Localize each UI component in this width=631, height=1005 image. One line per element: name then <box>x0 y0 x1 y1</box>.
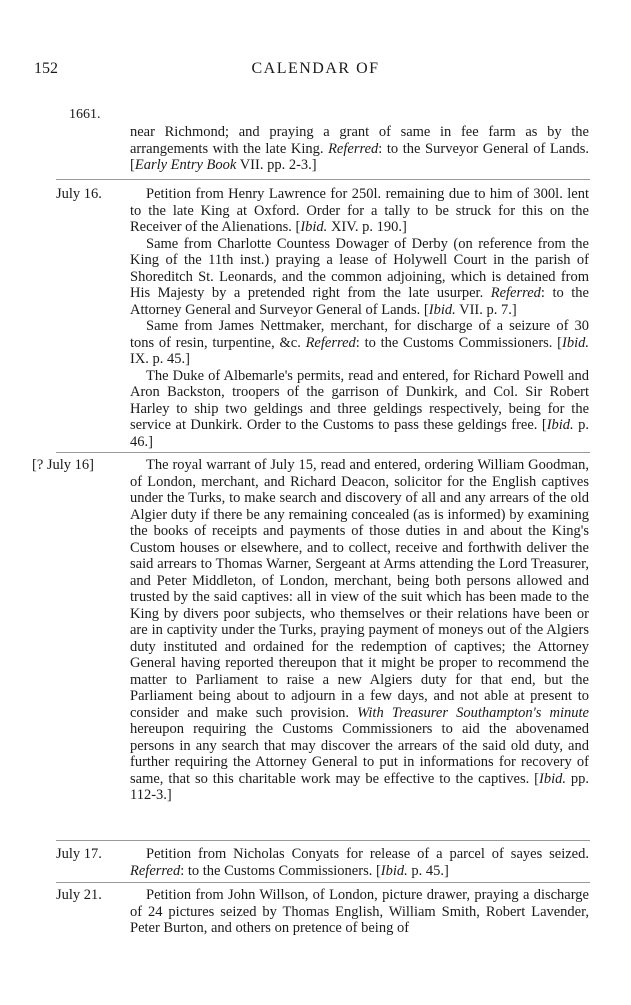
entry-text <box>130 124 589 174</box>
entry-text <box>130 186 589 450</box>
entry-date: July 17. <box>56 846 102 862</box>
entry-paragraph: near Richmond; and praying a grant of same in fee farm as by the arrangements with the late King. Referred: to the Surveyor General of Lands. [Early Entry Book VII. pp. 2-3.] <box>130 124 589 173</box>
entry-paragraph: Same from James Nettmaker, merchant, for discharge of a seizure of 30 tons of resin, turpentine, &c. Referred: to the Customs Commissioners. [Ibid. IX. p. 45.] <box>130 318 589 367</box>
entry-paragraph: Petition from Henry Lawrence for 250l. remaining due to him of 300l. lent to the late King at Oxford. Order for a tally to be struck for this on the Receiver of the Alienations. [Ibid. XIV. p. 190.] <box>130 186 589 235</box>
entry-paragraph: Petition from Nicholas Conyats for release of a parcel of sayes seized. Referred: to the Customs Commissioners. [Ibid. p. 45.] <box>130 846 589 879</box>
entry-paragraph: The royal warrant of July 15, read and entered, ordering William Goodman, of London, merchant, and Richard Deacon, solicitor for the English captives under the Turks, to make search and discovery of all and any arrears of the old Algier duty if there be any remaining concealed (as is informed) by examining the books of receipts and payments of those duties in and about the King's Custom houses or elsewhere, and to collect, receive and forthwith deliver the said arrears to Thomas Warner, Sergeant at Arms attending the Lord Treasurer, and Peter Middleton, of London, merchant, being both persons allowed and trusted by the said captives: all in view of the suit which has been made to the King by divers poor subjects, who themselves or their relations have been or are in captivity under the Turks, praying payment of moneys out of the Algiers duty instituted and ordained for the redemption of captives; the Attorney General having reported thereupon that it might be proper to recommend the matter to Parliament to raise a new Algiers duty for that end, but the Parliament being about to adjourn in a few days, and not able at present to consider and make such provision. With Treasurer Southampton's minute hereupon requiring the Customs Commissioners to aid the abovenamed persons in any search that may discover the arrears of the said old duty, and further requiring the Attorney General to put in informations for recovery of same, that so this charitable work may be effective to the captives. [Ibid. pp. 112-3.] <box>130 457 590 803</box>
page-number: 152 <box>34 60 58 77</box>
entry-date: July 16. <box>56 186 102 202</box>
entry-paragraph: Same from Charlotte Countess Dowager of Derby (on reference from the King of the 11th inst.) praying a lease of Holywell Court in the parish of Shoreditch St. Leonards, and the common adjoining, which is detained from His Majesty by a pretended right from the late usurper. Referred: to the Attorney General and Surveyor General of Lands. [Ibid. VII. p. 7.] <box>130 235 589 318</box>
entry-paragraph: The Duke of Albemarle's permits, read and entered, for Richard Powell and Aron Backston, troopers of the garrison of Dunkirk, and Col. Sir Robert Harley to ship two geldings and three geldings respectively, being for the service at Dunkirk. Order to the Customs to pass these geldings free. [Ibid. p. 46.] <box>130 367 590 450</box>
entry-text <box>130 846 589 879</box>
entry-paragraph: Petition from John Willson, of London, picture drawer, praying a discharge of 24 pictures seized by Thomas English, William Smith, Robert Lavender, Peter Burton, and others on pretence of being of <box>130 887 589 936</box>
entry-text <box>130 887 589 937</box>
entry-divider <box>56 882 590 883</box>
entry-date: July 21. <box>56 887 102 903</box>
entry-date: [? July 16] <box>32 457 95 473</box>
entry-divider <box>56 840 590 841</box>
running-head: CALENDAR OF <box>251 60 380 77</box>
entry-text <box>130 457 589 804</box>
entry-divider <box>56 179 590 180</box>
entry-divider <box>56 452 590 453</box>
page-header <box>0 60 631 80</box>
year-marginal: 1661. <box>69 107 101 122</box>
